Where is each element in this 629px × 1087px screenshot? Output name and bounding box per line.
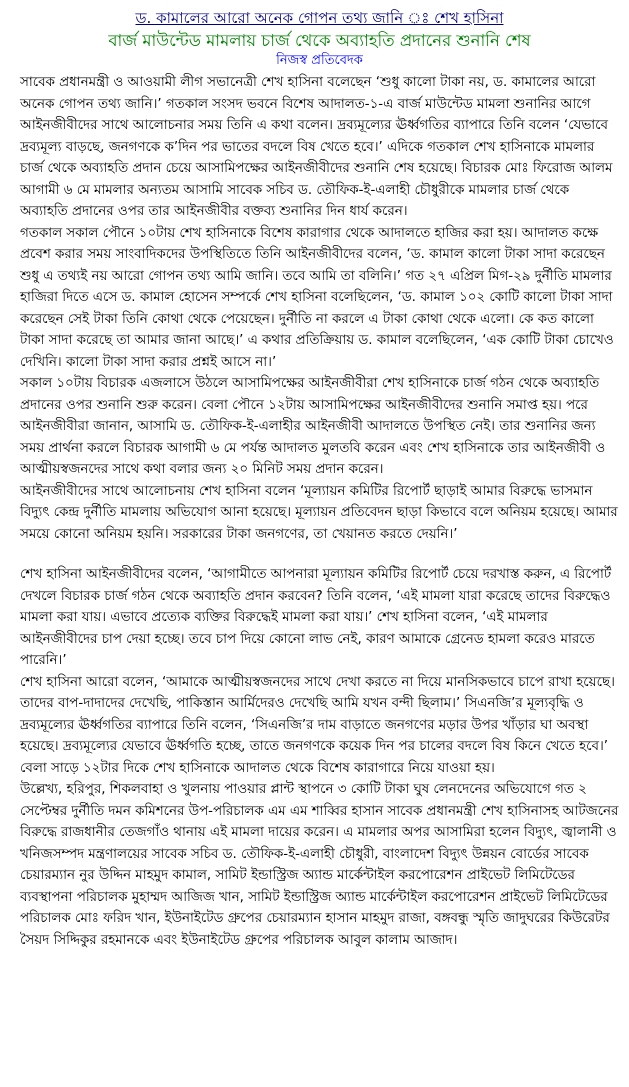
body-paragraph: উল্লেখ্য, হরিপুর, শিকলবাহা ও খুলনায় পাওয়ার প্লান্ট স্থাপনে ৩ কোটি টাকা ঘুষ লেনদেনের অভিযোগে গত ২ সেপ্টেম্বর দুর্নীতি দমন কমিশনের উপ-পরিচালক এম এম শাব্বির হাসান সাবেক প্রধানমন্ত্রী শেখ হাসিনাসহ আটজনের বিরুদ্ধে রাজধানীর তেজগাঁও থানায় এই মামলা দায়ের করেন। এ মামলার অপর আসামিরা হলেন বিদ্যুৎ, জ্বালানী ও খনিজসম্পদ মন্ত্রণালয়ের সাবেক সচিব ড. তৌফিক-ই-এলাহী চৌধুরী, বাংলাদেশ বিদ্যুৎ উন্নয়ন বোর্ডের সাবেক চেয়ারম্যান নুর উদ্দিন মাহমুদ কামাল, সামিট ইন্ডাস্ট্রিজ অ্যান্ড মার্কেন্টাইল করপোরেশন প্রাইভেট লিমিটেডের ব্যবস্থাপনা পরিচালক মুহাম্মদ আজিজ খান, সামিট ইন্ডাস্ট্রিজ অ্যান্ড মার্কেন্টাইল করপোরেশন প্রাইভেট লিমিটেডের পরিচালক মোঃ ফরিদ খান, ইউনাইটেড গ্রুপের চেয়ারম্যান হাসান মাহমুদ রাজা, বঙ্গবন্ধু স্মৃতি জাদুঘরের কিউরেটর সৈয়দ সিদ্দিকুর রহমানকে এবং ইউনাইটেড গ্রুপের পরিচালক আবুল কালাম আজাদ।	[20, 782, 619, 948]
article-kicker-text: ড. কামালের আরো অনেক গোপন তথ্য জানি ঃ শেখ হাসিনা	[135, 9, 504, 27]
body-paragraph: সকাল ১০টায় বিচারক এজলাসে উঠলে আসামিপক্ষের আইনজীবীরা শেখ হাসিনাকে চার্জ গঠন থেকে অব্যাহতি প্রদানের ওপর শুনানি শুরু করেন। বেলা পৌনে ১২টায় আসামিপক্ষের আইনজীবীদের শুনানি সমাপ্ত হয়। পরে আইনজীবীরা জানান, আসামি ড. তৌফিক-ই-এলাহীর আইনজীবী আদালতে উপস্থিত নেই। তার শুনানির জন্য সময় প্রার্থনা করলে বিচারক আগামী ৬ মে পর্যন্ত আদালত মুলতবি করেন এবং শেখ হাসিনাকে তার আইনজীবী ও আত্মীয়স্বজনদের সাথে কথা বলার জন্য ২০ মিনিট সময় প্রদান করেন।	[20, 376, 606, 477]
article-byline: নিজস্ব প্রতিবেদক	[276, 53, 363, 68]
article-body	[20, 72, 619, 951]
body-paragraph: সাবেক প্রধানমন্ত্রী ও আওয়ামী লীগ সভানেত্রী শেখ হাসিনা বলেছেন ‘শুধু কালো টাকা নয়, ড. কামালের আরো অনেক গোপন তথ্য জানি।’ গতকাল সংসদ ভবনে বিশেষ আদালত-১-এ বার্জ মাউন্টেড মামলা শুনানির আগে আইনজীবীদের সাথে আলোচনার সময় তিনি এ কথা বলেন। দ্রব্যমূল্যের ঊর্ধ্বগতির ব্যাপারে তিনি বলেন ‘যেভাবে দ্রব্যমূল্য বাড়ছে, জনগণকে ক’দিন পর ভাতের বদলে বিষ খেতে হবে।’ এদিকে গতকাল শেখ হাসিনাকে মামলার চার্জ থেকে অব্যাহতি প্রদান চেয়ে আসামিপক্ষের আইনজীবীদের শুনানি শেষ হয়েছে। বিচারক মোঃ ফিরোজ আলম আগামী ৬ মে মামলার অন্যতম আসামি সাবেক সচিব ড. তৌফিক-ই-এলাহী চৌধুরীকে মামলার চার্জ থেকে অব্যাহতি প্রদানের ওপর তার আইনজীবীর বক্তব্য শুনানির দিন ধার্য করেন।	[20, 75, 613, 219]
article-headline: বার্জ মাউন্টেড মামলায় চার্জ থেকে অব্যাহতি প্রদানের শুনানি শেষ	[108, 31, 531, 50]
body-paragraph: গতকাল সকাল পৌনে ১০টায় শেখ হাসিনাকে বিশেষ কারাগার থেকে আদালতে হাজির করা হয়। আদালত কক্ষে প্রবেশ করার সময় সাংবাদিকদের উপস্থিতিতে তিনি আইনজীবীদের বলেন, ‘ড. কামাল কালো টাকা সাদা করেছেন শুধু এ তথ্যই নয় আরো গোপন তথ্য আমি জানি। তবে আমি তা বলিনি।’ গত ২৭ এপ্রিল মিগ-২৯ দুর্নীতি মামলার হাজিরা দিতে এসে ড. কামাল হোসেন সম্পর্কে শেখ হাসিনা বলেছিলেন, ‘ড. কামাল ১০২ কোটি কালো টাকা সাদা করেছেন সেই টাকা তিনি কোথা থেকে পেয়েছেন। দুর্নীতি না করলে এ টাকা কোথা থেকে এলো। কে কত কালো টাকা সাদা করেছে তা আমার জানা আছে।’ এ কথার প্রতিক্রিয়ায় ড. কামাল বলেছিলেন, ‘এক কোটি টাকা চোখেও দেখিনি। কালো টাকা সাদা করার প্রশ্নই আসে না।’	[20, 225, 614, 370]
body-paragraph: আইনজীবীদের সাথে আলোচনায় শেখ হাসিনা বলেন ‘মূল্যায়ন কমিটির রিপোর্ট ছাড়াই আমার বিরুদ্ধে ভাসমান বিদ্যুৎ কেন্দ্র দুর্নীতি মামলায় অভিযোগ আনা হয়েছে। মূল্যায়ন প্রতিবেদন ছাড়া কিভাবে বলে অনিয়ম হয়েছে। আমার সময়ে কোনো অনিয়ম হয়নি। সরকারের টাকা জনগণের, তা খেয়ানত করতে দেয়নি।’	[20, 483, 618, 542]
body-paragraph: শেখ হাসিনা আরো বলেন, ‘আমাকে আত্মীয়স্বজনদের সাথে দেখা করতে না দিয়ে মানসিকভাবে চাপে রাখা হয়েছে। তাদের বাপ-দাদাদের দেখেছি, পাকিস্তান আর্মিদেরও দেখেছি আমি যখন বন্দী ছিলাম।’ সিএনজি’র মূল্যবৃদ্ধি ও দ্রব্যমূল্যের ঊর্ধ্বগতির ব্যাপারে তিনি বলেন, ‘সিএনজি’র দাম বাড়াতে জনগণের মড়ার উপর খাঁড়ার ঘা অবস্থা হয়েছে। দ্রব্যমূল্যের যেভাবে ঊর্ধ্বগতি হচ্ছে, তাতে জনগণকে কয়েক দিন পর চালের বদলে বিষ কিনে খেতে হবে।’ বেলা সাড়ে ১২টার দিকে শেখ হাসিনাকে আদালত থেকে বিশেষ কারাগারে নিয়ে যাওয়া হয়।	[20, 674, 615, 776]
article-kicker	[20, 8, 619, 28]
body-paragraph: শেখ হাসিনা আইনজীবীদের বলেন, ‘আগামীতে আপনারা মূল্যায়ন কমিটির রিপোর্ট চেয়ে দরখাস্ত করুন, এ রিপোর্ট দেখলে বিচারক চার্জ গঠন থেকে অব্যাহতি প্রদান করবেন? তিনি বলেন, ‘এই মামলা যারা করেছে তাদের বিরুদ্ধেও মামলা করা যায়। এভাবে প্রত্যেক ব্যক্তির বিরুদ্ধেই মামলা করা যায়।’ শেখ হাসিনা বলেন, ‘এই মামলার আইনজীবীদের চাপ দেয়া হচ্ছে। তবে চাপ দিয়ে কোনো লাভ নেই, কারণ আমাকে গ্রেনেড হামলা করেও মারতে পারেনি।’	[20, 567, 612, 668]
